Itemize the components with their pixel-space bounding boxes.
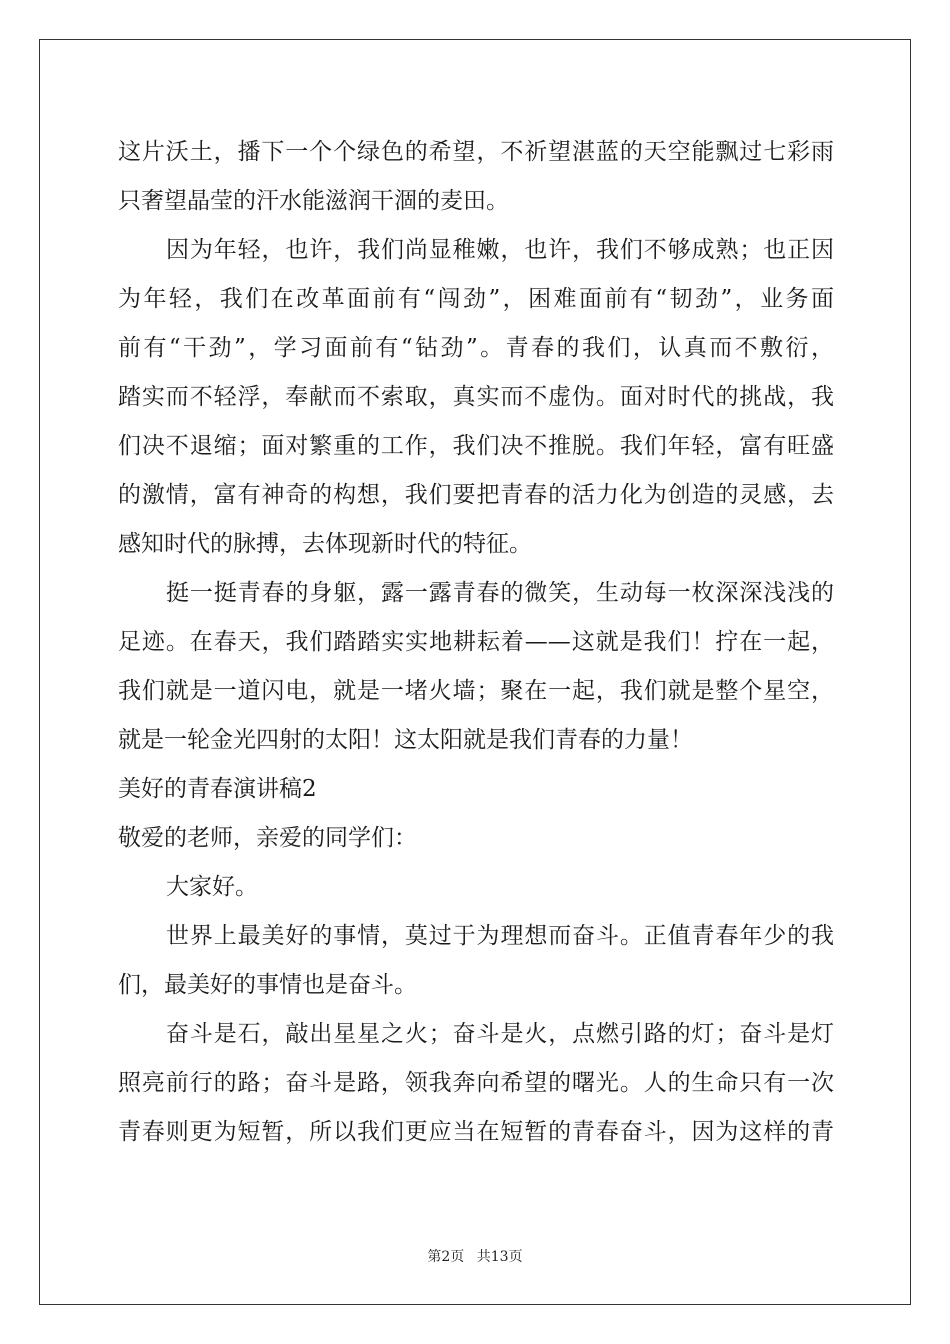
text-line: 世界上最美好的事情，莫过于为理想而奋斗。正值青春年少的我 [166,923,834,949]
page-number: 第2页 [427,1249,465,1265]
text-line: 踏实而不轻浮，奉献而不索取，真实而不虚伪。面对时代的挑战，我 [118,384,834,410]
text-line: 前有“干劲”，学习面前有“钻劲”。青春的我们，认真而不敷衍， [118,335,834,361]
text-line: 为年轻，我们在改革面前有“闯劲”，困难面前有“韧劲”，业务面 [118,286,834,312]
page-footer [0,1246,950,1266]
text-line: 挺一挺青春的身躯，露一露青春的微笑，生动每一枚深深浅浅的 [166,580,834,606]
text-line: 照亮前行的路；奋斗是路，领我奔向希望的曙光。人的生命只有一次 [118,1070,834,1096]
text-line: 感知时代的脉搏，去体现新时代的特征。 [118,531,532,557]
text-line: 们，最美好的事情也是奋斗。 [118,972,417,998]
page-total: 共13页 [476,1249,523,1265]
salutation: 敬爱的老师，亲爱的同学们： [118,825,417,851]
text-line: 就是一轮金光四射的太阳！这太阳就是我们青春的力量！ [118,727,693,753]
text-line: 这片沃土，播下一个个绿色的希望，不祈望湛蓝的天空能飘过七彩雨 [118,139,834,165]
text-line: 奋斗是石，敲出星星之火；奋斗是火，点燃引路的灯；奋斗是灯 [166,1021,834,1047]
text-line: 青春则更为短暂，所以我们更应当在短暂的青春奋斗，因为这样的青 [118,1119,834,1145]
text-line: 足迹。在春天，我们踏踏实实地耕耘着——这就是我们！拧在一起， [118,629,834,655]
text-line: 们决不退缩；面对繁重的工作，我们决不推脱。我们年轻，富有旺盛 [118,433,834,459]
speech-title: 美好的青春演讲稿2 [118,776,317,802]
text-line: 只奢望晶莹的汗水能滋润干涸的麦田。 [118,188,509,214]
document-body [118,128,834,1157]
text-line: 的激情，富有神奇的构想，我们要把青春的活力化为创造的灵感，去 [118,482,834,508]
greeting: 大家好。 [166,874,258,900]
text-line: 我们就是一道闪电，就是一堵火墙；聚在一起，我们就是整个星空， [118,678,834,704]
text-line: 因为年轻，也许，我们尚显稚嫩，也许，我们不够成熟；也正因 [166,237,834,263]
